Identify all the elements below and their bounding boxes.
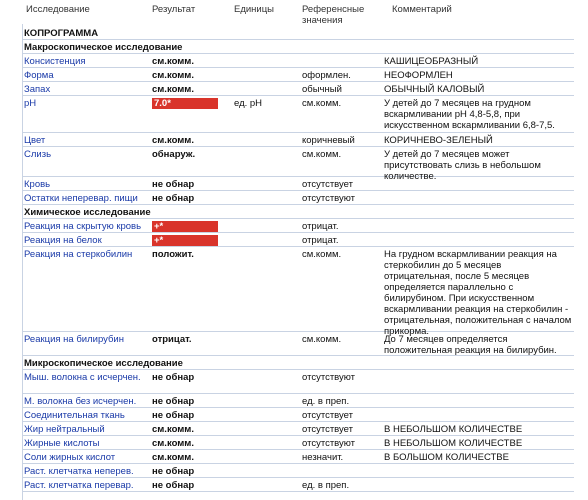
row-result: см.комм. [152,452,194,463]
table-row [22,478,574,492]
row-result: положит. [152,249,194,260]
row-result: не обнар [152,372,195,383]
header-units: Единицы [234,4,275,15]
row-result: не обнар [152,410,195,421]
table-header [0,0,588,24]
row-comment: КОРИЧНЕВО-ЗЕЛЕНЫЙ [384,135,493,146]
row-name[interactable]: Запах [24,84,51,95]
flag-result: +* [152,235,218,246]
row-name[interactable]: Соли жирных кислот [24,452,116,463]
row-name[interactable]: М. волокна без исчерчен. [24,396,137,407]
table-row [22,233,574,247]
row-reference: ед. в преп. [302,396,350,407]
row-reference: отсутствует [302,179,353,190]
row-name[interactable]: Жир нейтральный [24,424,105,435]
row-reference: отсутствует [302,424,353,435]
row-unit: ед. pH [234,98,263,109]
section-micro: Микроскопическое исследование [22,356,574,370]
row-result: не обнар [152,480,195,491]
header-comment: Комментарий [392,4,452,15]
header-result: Результат [152,4,196,15]
table-row [22,54,574,68]
table-row [22,96,574,133]
table-row [22,133,574,147]
row-name[interactable]: Кровь [24,179,51,190]
row-reference: отрицат. [302,221,339,232]
row-reference: см.комм. [302,98,342,109]
row-reference: отсутствуют [302,193,356,204]
row-reference: отсутствует [302,410,353,421]
section-chem: Химическое исследование [22,205,574,219]
row-reference: см.комм. [302,149,342,160]
flag-result: 7.0* [152,98,218,109]
row-result: см.комм. [152,438,194,449]
row-comment: В НЕБОЛЬШОМ КОЛИЧЕСТВЕ [384,438,523,449]
table-row [22,219,574,233]
row-comment: У детей до 7 месяцев может присутствовать слизь в небольшом количестве. [384,149,541,182]
row-reference: отсутствуют [302,438,356,449]
table-row [22,450,574,464]
row-reference: см.комм. [302,249,342,260]
row-name[interactable]: Остатки неперевар. пищи [24,193,138,204]
row-result: обнаруж. [152,149,196,160]
table-row [22,422,574,436]
row-result: не обнар [152,466,195,477]
row-comment: До 7 месяцев определяется положительная реакция на билирубин. [384,334,557,356]
row-name[interactable]: Реакция на белок [24,235,102,246]
row-reference: ед. в преп. [302,480,350,491]
row-name[interactable]: Мыш. волокна с исчерчен. [24,372,141,383]
row-reference: см.комм. [302,334,342,345]
flag-result: +* [152,221,218,232]
row-result: см.комм. [152,424,194,435]
table-row [22,177,574,191]
row-result: см.комм. [152,84,194,95]
row-result: не обнар [152,179,195,190]
row-name[interactable]: Реакция на скрытую кровь [24,221,142,232]
row-name[interactable]: Форма [24,70,54,81]
row-reference: оформлен. [302,70,351,81]
row-reference: незначит. [302,452,344,463]
table-row [22,247,574,337]
row-comment: В БОЛЬШОМ КОЛИЧЕСТВЕ [384,452,509,463]
row-comment: КАШИЦЕОБРАЗНЫЙ [384,56,479,67]
table-row [22,408,574,422]
table-row [22,82,574,96]
row-result: см.комм. [152,70,194,81]
row-result: отрицат. [152,334,192,345]
header-reference: Референсные значения [302,4,365,26]
section-macro: Макроскопическое исследование [22,40,574,54]
row-reference: отсутствуют [302,372,356,383]
table-row [22,191,574,205]
row-name[interactable]: Слизь [24,149,52,160]
table-row [22,147,574,182]
row-name[interactable]: Соединительная ткань [24,410,125,421]
row-reference: отрицат. [302,235,339,246]
table-row [22,394,574,408]
table-row [22,436,574,450]
row-name[interactable]: Консистенция [24,56,86,67]
row-result: не обнар [152,193,195,204]
row-name[interactable]: Реакция на билирубин [24,334,124,345]
row-comment: У детей до 7 месяцев на грудном вскармливании pH 4,8-5,8, при искусственном вскармливании 6,8-7,5. [384,98,555,131]
table-row [22,68,574,82]
row-result: см.комм. [152,135,194,146]
table-row [22,332,574,356]
row-name[interactable]: Раст. клетчатка неперев. [24,466,134,477]
table-row [22,370,574,394]
row-reference: коричневый [302,135,355,146]
row-reference: обычный [302,84,342,95]
report-title: КОПРОГРАММА [22,26,574,40]
row-comment: ОБЫЧНЫЙ КАЛОВЫЙ [384,84,485,95]
row-name[interactable]: Раст. клетчатка перевар. [24,480,134,491]
row-name[interactable]: Реакция на стеркобилин [24,249,133,260]
row-result: не обнар [152,396,195,407]
row-result: см.комм. [152,56,194,67]
row-comment: На грудном вскармливании реакция на стеркобилин до 5 месяцев отрицательная, после 5 месяцев определяется параллельно с билирубином. При искусственном вскармливании реакция на стеркобилин - отрицательная, положительная с началом прикорма. [384,249,572,337]
row-name[interactable]: Цвет [24,135,46,146]
row-name[interactable]: Жирные кислоты [24,438,100,449]
row-name[interactable]: pH [24,98,37,109]
table-row [22,464,574,478]
row-comment: В НЕБОЛЬШОМ КОЛИЧЕСТВЕ [384,424,523,435]
header-study: Исследование [26,4,90,15]
row-comment: НЕОФОРМЛЕН [384,70,453,81]
